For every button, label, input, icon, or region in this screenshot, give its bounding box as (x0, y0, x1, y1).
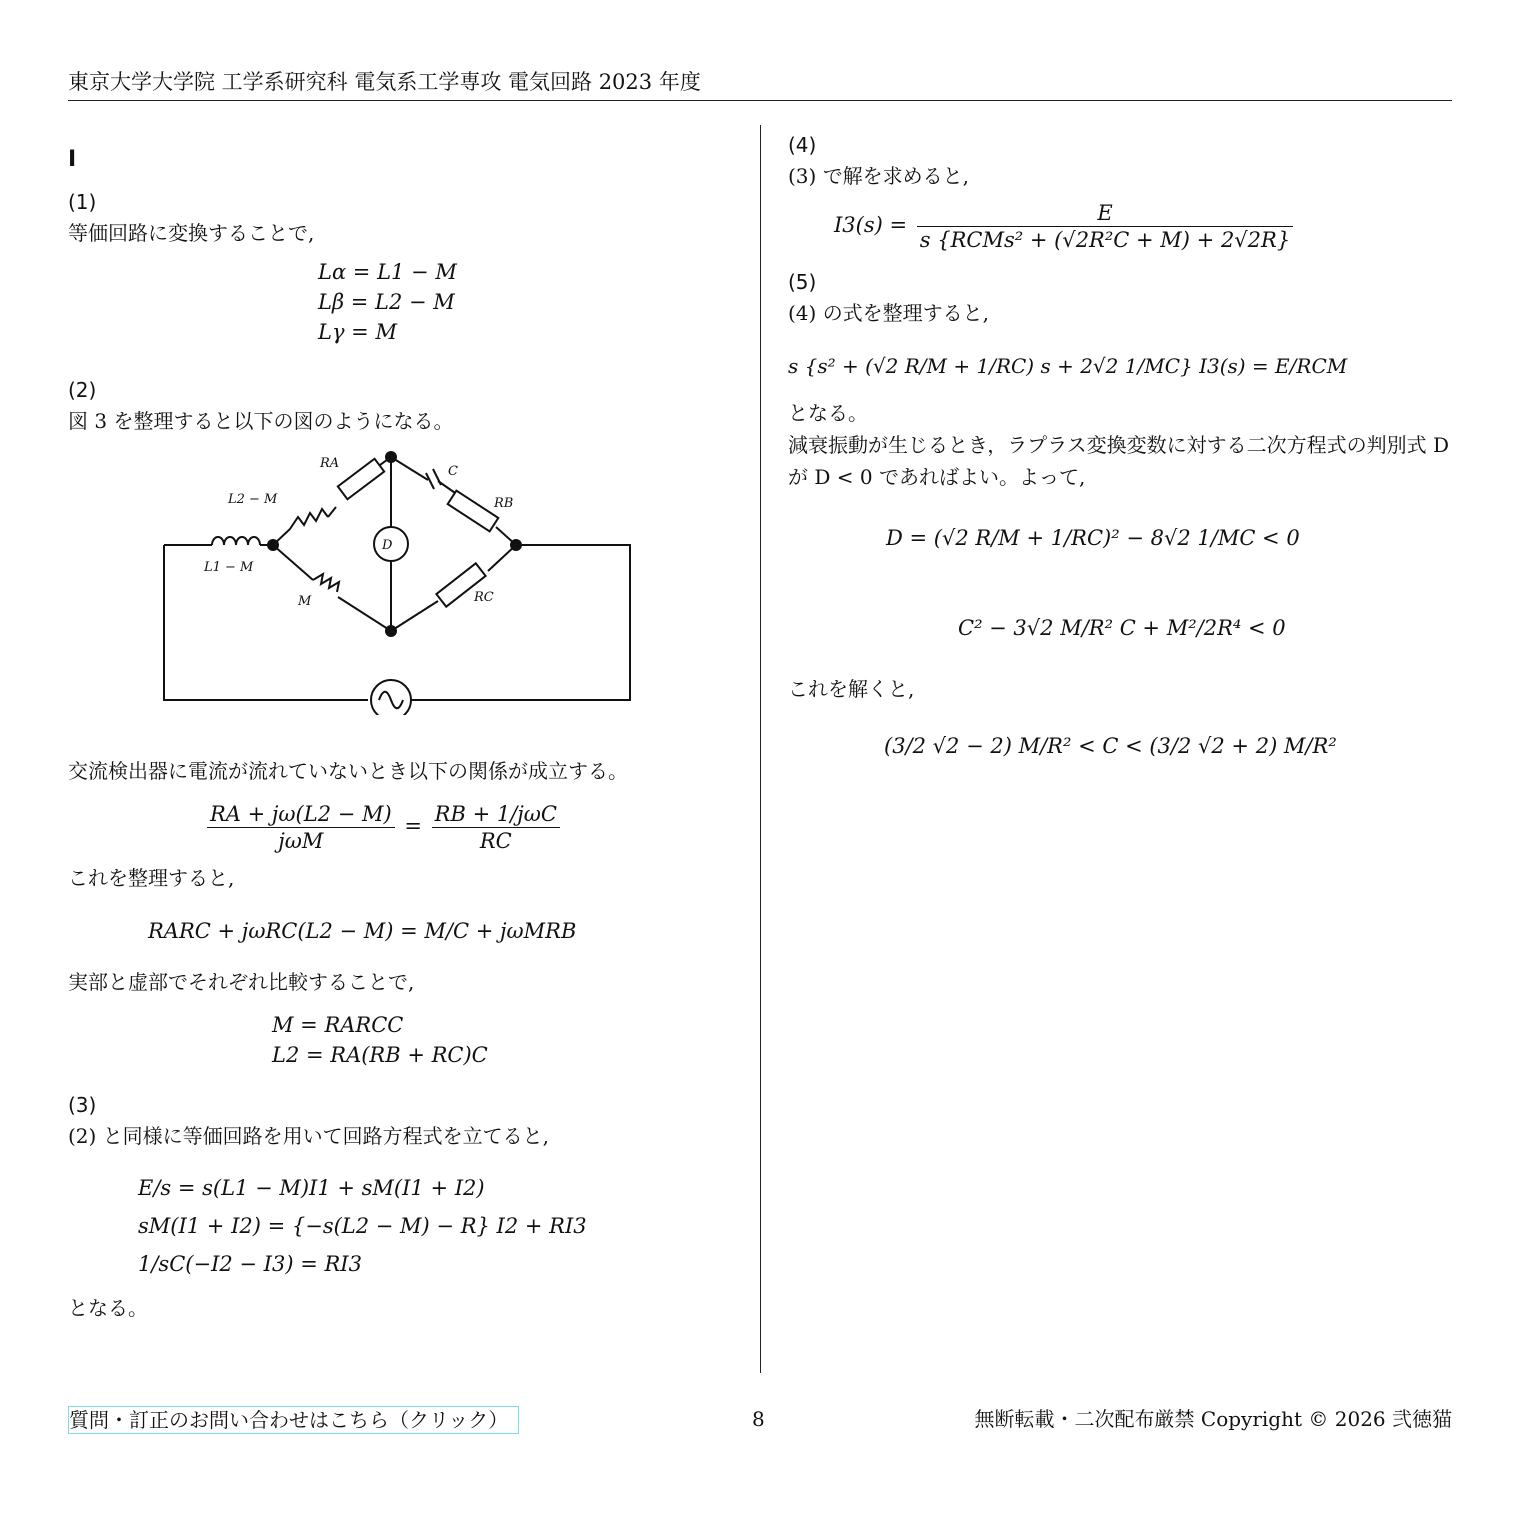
eq-numerator: RA + jω(L2 − M) (207, 801, 395, 828)
label-l1: L1 − M (204, 560, 254, 575)
section-5-text: (4) の式を整理すると, (788, 301, 990, 325)
bridge-balance-equation: $\frac{RA + j\omega(L2 - M)}{\text{jωM}}$ = $\frac{\text{RB + 1/jωC}}{RC}$ (204, 801, 738, 854)
eq-denominator: RC (479, 829, 512, 853)
equation: L2 = RA(RB + RC)C (272, 1043, 488, 1067)
equation: (3/2 √2 − 2) M/R² < C < (3/2 √2 + 2) M/R² (884, 734, 1337, 758)
column-divider (760, 125, 761, 1373)
equation: M = RARCC (272, 1013, 404, 1037)
page-header (68, 66, 1452, 101)
equation: s {s² + (√2 R/M + 1/RC) s + 2√2 1/MC} I3(s) = E/RCM (788, 354, 1348, 378)
section-5-end-text: となる。 (788, 401, 868, 425)
eq-numerator: RB + 1/jωC (432, 801, 560, 828)
equation: 1/sC(−I2 − I3) = RI3 (138, 1252, 362, 1276)
label-l2: L2 − M (228, 492, 278, 507)
equation: sM(I1 + I2) = {−s(L2 − M) − R} I2 + RI3 (138, 1214, 587, 1238)
part-title: I (68, 147, 77, 172)
label-rb: RB (494, 496, 514, 511)
section-5-label: (5) (788, 270, 817, 294)
section-4-text: (3) で解を求めると, (788, 164, 970, 188)
right-column (788, 130, 1458, 761)
equation: Lγ = M (318, 320, 397, 344)
section-3-label: (3) (68, 1093, 97, 1117)
section-1-label: (1) (68, 190, 97, 214)
section-2-result-equations (272, 1010, 738, 1070)
eq-denominator: s {RCMs² + (√2R²C + M) + 2√2R} (919, 228, 1291, 252)
eq-numerator: E (917, 200, 1293, 227)
equation: RARC + jωRC(L2 − M) = M/C + jωMRB (148, 919, 577, 943)
eq-lhs: I3(s) = (834, 213, 908, 237)
equation: Lα = L1 − M (318, 260, 457, 284)
equation: E/s = s(L1 − M)I1 + sM(I1 + I2) (138, 1176, 485, 1200)
left-column (68, 125, 738, 1324)
section-3-end-text: となる。 (68, 1296, 148, 1320)
detector-label: D (382, 538, 393, 553)
label-ra: RA (320, 456, 340, 471)
eq-denominator: jωM (278, 829, 324, 853)
copyright-notice: 無断転載・二次配布厳禁 Copyright © 2026 弐徳猫 (974, 1407, 1452, 1431)
section-2-text: 図 3 を整理すると以下の図のようになる。 (68, 409, 454, 433)
section-2-condition-text: 交流検出器に電流が流れていないとき以下の関係が成立する。 (68, 759, 628, 783)
page-number: 8 (752, 1407, 765, 1431)
label-m: M (298, 594, 312, 609)
label-c: C (448, 464, 458, 479)
section-4-equation (834, 200, 1458, 253)
equation: D = (√2 R/M + 1/RC)² − 8√2 1/MC < 0 (886, 526, 1300, 550)
section-4-label: (4) (788, 133, 817, 157)
section-5-condition-text: 減衰振動が生じるとき，ラプラス変換変数に対する二次方程式の判別式 D が D < 0 であればよい。よって, (788, 433, 1449, 489)
section-3-text: (2) と同様に等価回路を用いて回路方程式を立てると, (68, 1124, 550, 1148)
bridge-circuit-diagram (68, 445, 648, 715)
section-2-compare-text: 実部と虚部でそれぞれ比較することで, (68, 970, 415, 994)
section-2-label: (2) (68, 378, 97, 402)
equation: Lβ = L2 − M (318, 290, 455, 314)
section-1-text: 等価回路に変換することで, (68, 221, 315, 245)
section-1-equations (318, 257, 738, 347)
label-rc: RC (474, 590, 494, 605)
section-2-arrange-text: これを整理すると, (68, 866, 235, 890)
inquiry-link[interactable]: 質問・訂正のお問い合わせはこちら（クリック） (68, 1406, 519, 1434)
header-title: 東京大学大学院 工学系研究科 電気系工学専攻 電気回路 2023 年度 (68, 70, 701, 94)
equation: C² − 3√2 M/R² C + M²/2R⁴ < 0 (958, 616, 1286, 640)
section-5-solve-text: これを解くと, (788, 677, 915, 701)
section-3-equations (138, 1168, 738, 1284)
